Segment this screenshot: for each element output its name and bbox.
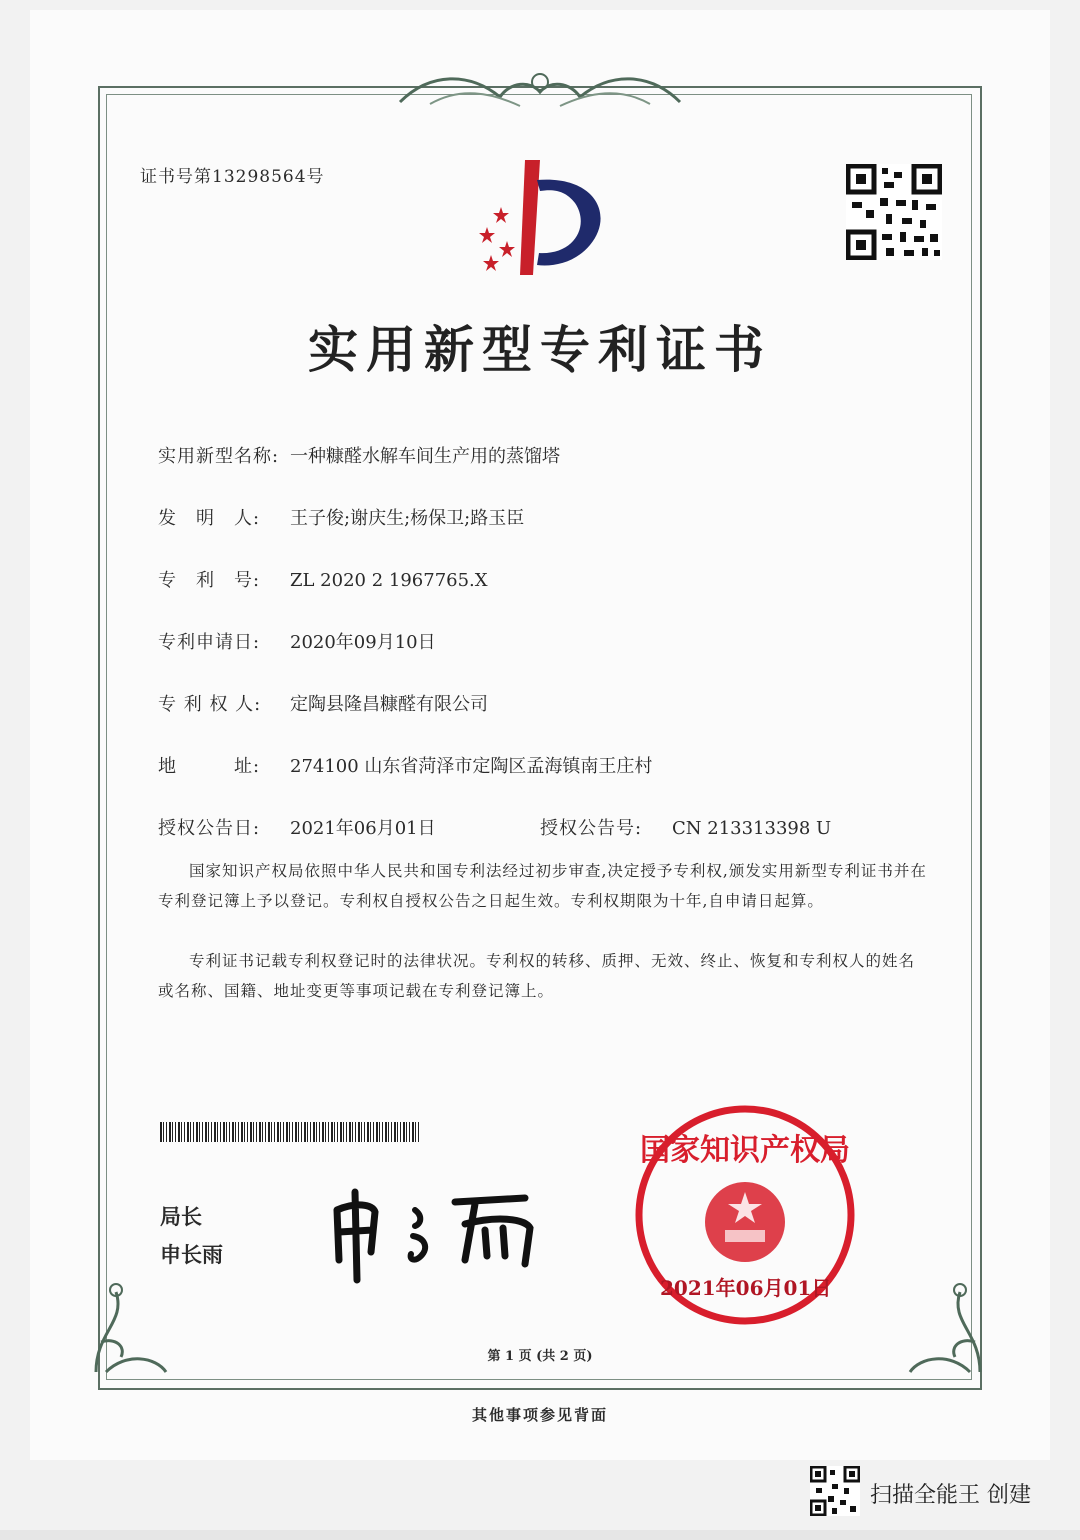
field-grant-number — [540, 814, 831, 840]
page-info: 第 1 页 (共 2 页) — [487, 1349, 593, 1364]
director-block — [160, 1198, 223, 1274]
field-patentee — [158, 690, 488, 716]
watermark-text: 扫描全能王 创建 — [870, 1483, 1031, 1508]
field-value: 定陶县隆昌糠醛有限公司 — [290, 694, 488, 715]
barcode-icon — [160, 1122, 420, 1142]
patent-office-logo — [465, 155, 620, 280]
back-note: 其他事项参见背面 — [471, 1406, 608, 1424]
field-value: 2020年09月10日 — [290, 632, 436, 653]
field-value: ZL 2020 2 1967765.X — [290, 570, 488, 591]
field-label: 授权公告号: — [540, 818, 643, 839]
qr-code-icon — [846, 164, 942, 260]
signature-icon — [325, 1180, 555, 1290]
field-value: CN 213313398 U — [672, 818, 832, 839]
field-label: 专 利 权 人: — [158, 694, 262, 715]
seal-text: 国家知识产权局 — [640, 1133, 850, 1168]
field-address — [158, 752, 652, 778]
corner-ornament-right-icon — [900, 1262, 990, 1382]
field-value: 一种糠醛水解车间生产用的蒸馏塔 — [290, 446, 560, 467]
statement-paragraph: 专利证书记载专利权登记时的法律状况。专利权的转移、质押、无效、终止、恢复和专利权人的姓名或名称、国籍、地址变更等事项记载在专利登记簿上。 — [158, 952, 916, 1000]
field-label: 实用新型名称: — [158, 446, 280, 467]
certificate-number: 证书号第13298564号 — [140, 167, 325, 187]
field-label: 授权公告日: — [158, 818, 261, 839]
corner-ornament-left-icon — [86, 1262, 176, 1382]
director-name: 申长雨 — [160, 1242, 223, 1267]
bottom-bar — [0, 1530, 1080, 1540]
field-inventors — [158, 504, 524, 530]
field-label: 地 址: — [158, 756, 261, 777]
field-value: 274100 山东省菏泽市定陶区孟海镇南王庄村 — [290, 756, 653, 777]
field-label: 专 利 号: — [158, 570, 261, 591]
certificate-title: 实用新型专利证书 — [308, 320, 772, 379]
field-value: 2021年06月01日 — [290, 818, 436, 839]
field-grant-date — [158, 814, 436, 840]
top-ornament-icon — [390, 62, 690, 118]
seal-date: 2021年06月01日 — [660, 1276, 832, 1300]
director-title: 局长 — [160, 1204, 202, 1229]
field-label: 专利申请日: — [158, 632, 261, 653]
field-utility-model-name — [158, 442, 560, 468]
field-value: 王子俊;谢庆生;杨保卫;路玉臣 — [290, 508, 525, 529]
field-label: 发 明 人: — [158, 508, 261, 529]
statement-paragraph: 国家知识产权局依照中华人民共和国专利法经过初步审查,决定授予专利权,颁发实用新型专利证书并在专利登记簿上予以登记。专利权自授权公告之日起生效。专利权期限为十年,自申请日起算。 — [158, 862, 927, 910]
watermark-qr-icon — [810, 1466, 860, 1516]
field-application-date — [158, 628, 436, 654]
field-patent-number — [158, 566, 488, 592]
